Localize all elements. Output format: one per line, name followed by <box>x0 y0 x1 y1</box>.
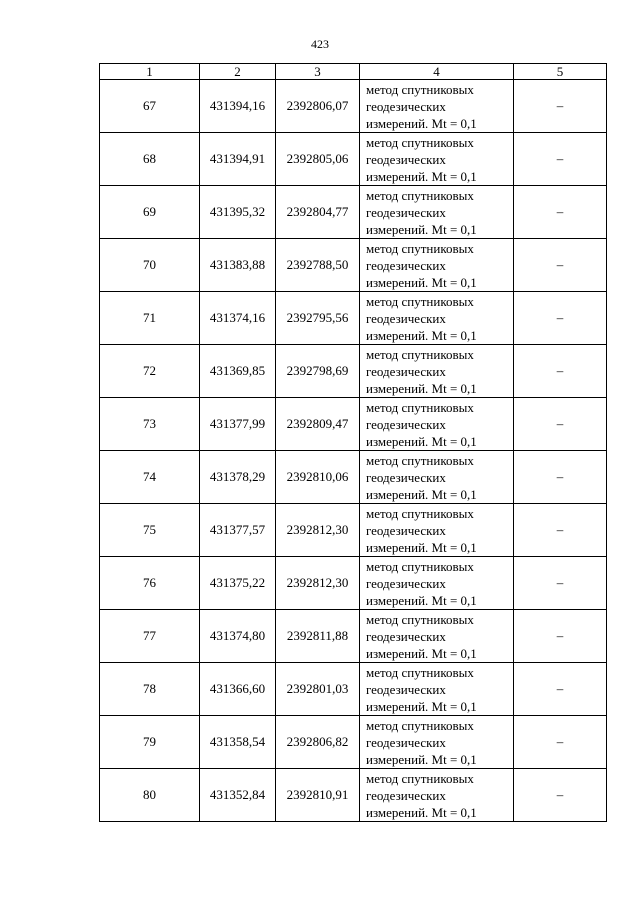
table-row <box>100 186 607 239</box>
method-line: геодезических <box>366 416 446 432</box>
method-cell <box>360 716 514 769</box>
point-number-cell: 80 <box>100 769 200 822</box>
table-row <box>100 80 607 133</box>
method-line: измерений. Mt = 0,1 <box>366 804 477 820</box>
method-line: метод спутниковых <box>366 664 474 680</box>
point-number-cell: 73 <box>100 398 200 451</box>
y-coordinate-cell: 2392809,47 <box>276 398 360 451</box>
method-line: метод спутниковых <box>366 81 474 97</box>
method-cell <box>360 663 514 716</box>
column-5-cell: – <box>514 557 607 610</box>
header-cell-2: 2 <box>200 64 276 80</box>
point-number-cell: 67 <box>100 80 200 133</box>
x-coordinate-cell: 431369,85 <box>200 345 276 398</box>
method-line: измерений. Mt = 0,1 <box>366 539 477 555</box>
x-coordinate-cell: 431377,99 <box>200 398 276 451</box>
method-cell <box>360 610 514 663</box>
x-coordinate-cell: 431352,84 <box>200 769 276 822</box>
coordinates-table <box>99 63 607 822</box>
header-row <box>100 64 607 80</box>
method-line: метод спутниковых <box>366 346 474 362</box>
method-cell <box>360 769 514 822</box>
method-line: измерений. Mt = 0,1 <box>366 486 477 502</box>
method-line: метод спутниковых <box>366 399 474 415</box>
x-coordinate-cell: 431366,60 <box>200 663 276 716</box>
x-coordinate-cell: 431358,54 <box>200 716 276 769</box>
table-row <box>100 239 607 292</box>
method-line: метод спутниковых <box>366 611 474 627</box>
method-cell <box>360 80 514 133</box>
y-coordinate-cell: 2392804,77 <box>276 186 360 239</box>
table-body <box>100 80 607 822</box>
column-5-cell: – <box>514 80 607 133</box>
method-line: измерений. Mt = 0,1 <box>366 645 477 661</box>
method-line: геодезических <box>366 204 446 220</box>
method-line: измерений. Mt = 0,1 <box>366 698 477 714</box>
x-coordinate-cell: 431377,57 <box>200 504 276 557</box>
method-line: измерений. Mt = 0,1 <box>366 115 477 131</box>
y-coordinate-cell: 2392798,69 <box>276 345 360 398</box>
method-line: метод спутниковых <box>366 134 474 150</box>
method-line: метод спутниковых <box>366 452 474 468</box>
column-5-cell: – <box>514 239 607 292</box>
column-5-cell: – <box>514 345 607 398</box>
x-coordinate-cell: 431378,29 <box>200 451 276 504</box>
method-line: измерений. Mt = 0,1 <box>366 433 477 449</box>
table-row <box>100 769 607 822</box>
column-5-cell: – <box>514 716 607 769</box>
method-line: геодезических <box>366 522 446 538</box>
column-5-cell: – <box>514 769 607 822</box>
column-5-cell: – <box>514 610 607 663</box>
table-row <box>100 292 607 345</box>
method-line: измерений. Mt = 0,1 <box>366 751 477 767</box>
x-coordinate-cell: 431394,91 <box>200 133 276 186</box>
y-coordinate-cell: 2392806,07 <box>276 80 360 133</box>
point-number-cell: 75 <box>100 504 200 557</box>
method-line: метод спутниковых <box>366 505 474 521</box>
method-line: геодезических <box>366 363 446 379</box>
table-row <box>100 610 607 663</box>
x-coordinate-cell: 431395,32 <box>200 186 276 239</box>
method-line: измерений. Mt = 0,1 <box>366 274 477 290</box>
y-coordinate-cell: 2392795,56 <box>276 292 360 345</box>
method-line: геодезических <box>366 98 446 114</box>
method-line: геодезических <box>366 787 446 803</box>
method-line: геодезических <box>366 628 446 644</box>
method-cell <box>360 239 514 292</box>
y-coordinate-cell: 2392812,30 <box>276 504 360 557</box>
header-cell-5: 5 <box>514 64 607 80</box>
point-number-cell: 70 <box>100 239 200 292</box>
column-5-cell: – <box>514 186 607 239</box>
point-number-cell: 76 <box>100 557 200 610</box>
column-5-cell: – <box>514 504 607 557</box>
point-number-cell: 71 <box>100 292 200 345</box>
method-cell <box>360 398 514 451</box>
method-line: геодезических <box>366 681 446 697</box>
method-line: измерений. Mt = 0,1 <box>366 221 477 237</box>
y-coordinate-cell: 2392801,03 <box>276 663 360 716</box>
column-5-cell: – <box>514 133 607 186</box>
method-line: геодезических <box>366 151 446 167</box>
method-line: метод спутниковых <box>366 558 474 574</box>
y-coordinate-cell: 2392806,82 <box>276 716 360 769</box>
column-5-cell: – <box>514 398 607 451</box>
point-number-cell: 74 <box>100 451 200 504</box>
method-line: измерений. Mt = 0,1 <box>366 592 477 608</box>
y-coordinate-cell: 2392810,91 <box>276 769 360 822</box>
y-coordinate-cell: 2392810,06 <box>276 451 360 504</box>
x-coordinate-cell: 431375,22 <box>200 557 276 610</box>
y-coordinate-cell: 2392811,88 <box>276 610 360 663</box>
y-coordinate-cell: 2392805,06 <box>276 133 360 186</box>
column-5-cell: – <box>514 663 607 716</box>
table-row <box>100 716 607 769</box>
table-row <box>100 133 607 186</box>
x-coordinate-cell: 431374,80 <box>200 610 276 663</box>
page-number: 423 <box>311 37 329 51</box>
method-line: геодезических <box>366 310 446 326</box>
table-row <box>100 663 607 716</box>
header-cell-1: 1 <box>100 64 200 80</box>
table-row <box>100 398 607 451</box>
method-line: метод спутниковых <box>366 187 474 203</box>
method-cell <box>360 557 514 610</box>
method-line: измерений. Mt = 0,1 <box>366 380 477 396</box>
method-cell <box>360 292 514 345</box>
header-cell-4: 4 <box>360 64 514 80</box>
method-line: геодезических <box>366 257 446 273</box>
point-number-cell: 77 <box>100 610 200 663</box>
x-coordinate-cell: 431383,88 <box>200 239 276 292</box>
point-number-cell: 78 <box>100 663 200 716</box>
table-row <box>100 504 607 557</box>
method-line: метод спутниковых <box>366 240 474 256</box>
method-line: измерений. Mt = 0,1 <box>366 168 477 184</box>
column-5-cell: – <box>514 292 607 345</box>
y-coordinate-cell: 2392788,50 <box>276 239 360 292</box>
point-number-cell: 68 <box>100 133 200 186</box>
method-cell <box>360 451 514 504</box>
method-line: метод спутниковых <box>366 770 474 786</box>
table-row <box>100 451 607 504</box>
method-cell <box>360 186 514 239</box>
point-number-cell: 69 <box>100 186 200 239</box>
method-cell <box>360 504 514 557</box>
method-line: геодезических <box>366 734 446 750</box>
point-number-cell: 72 <box>100 345 200 398</box>
x-coordinate-cell: 431394,16 <box>200 80 276 133</box>
method-line: метод спутниковых <box>366 293 474 309</box>
header-cell-3: 3 <box>276 64 360 80</box>
table-row <box>100 557 607 610</box>
method-line: измерений. Mt = 0,1 <box>366 327 477 343</box>
point-number-cell: 79 <box>100 716 200 769</box>
method-line: геодезических <box>366 575 446 591</box>
y-coordinate-cell: 2392812,30 <box>276 557 360 610</box>
method-cell <box>360 133 514 186</box>
method-cell <box>360 345 514 398</box>
column-5-cell: – <box>514 451 607 504</box>
method-line: метод спутниковых <box>366 717 474 733</box>
x-coordinate-cell: 431374,16 <box>200 292 276 345</box>
method-line: геодезических <box>366 469 446 485</box>
table-row <box>100 345 607 398</box>
